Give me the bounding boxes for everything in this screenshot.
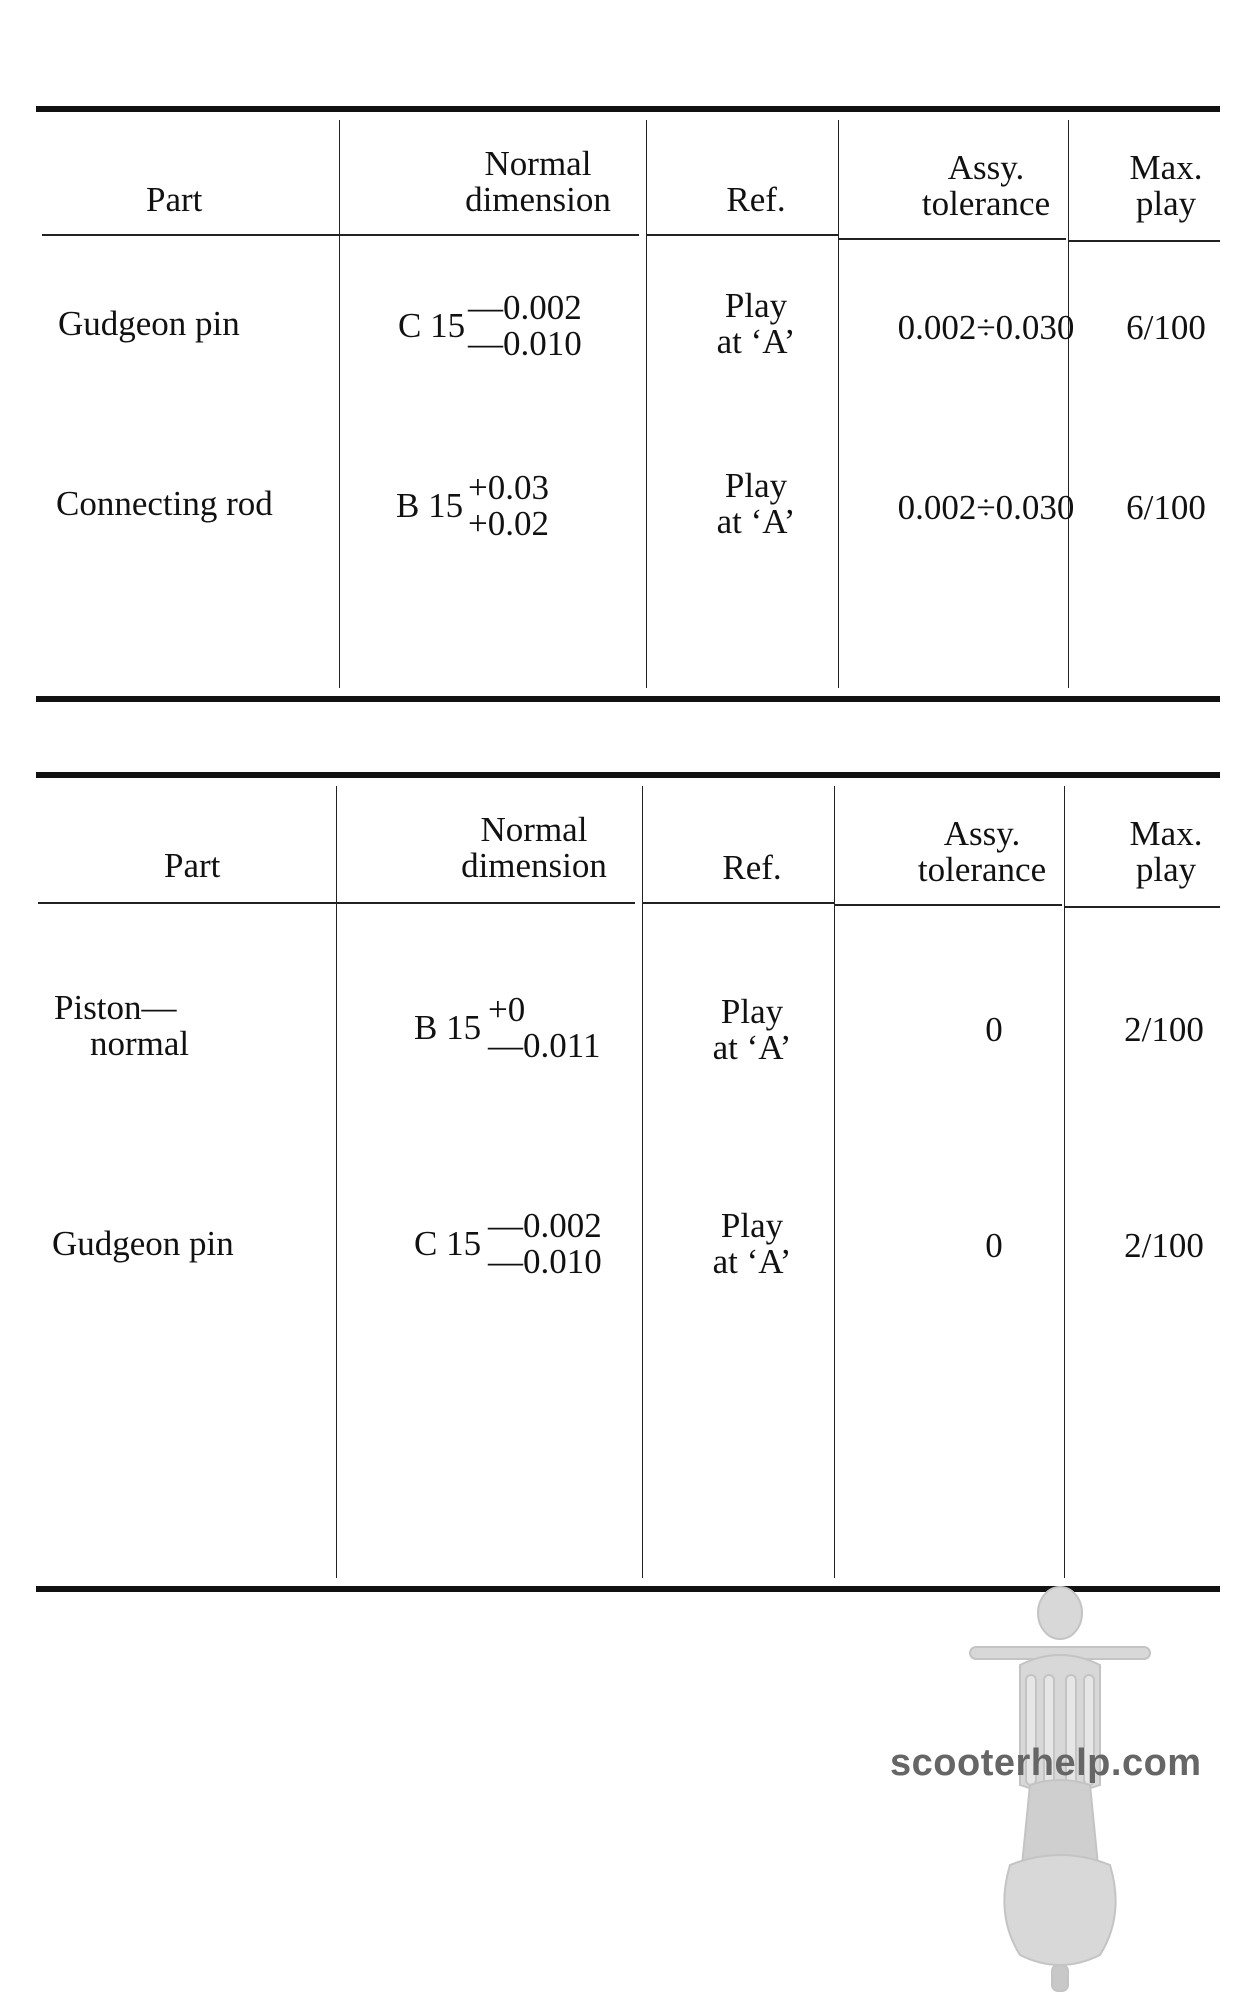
header-dimension-line2: dimension	[465, 180, 611, 219]
header-rule	[643, 902, 834, 904]
column-divider	[336, 786, 337, 1578]
header-part: Part	[146, 180, 203, 219]
row-ref-line2: at ‘A’	[716, 322, 796, 361]
row-part: Gudgeon pin	[52, 1224, 234, 1263]
header-rule	[647, 234, 838, 236]
header-tolerance-line1: Assy.	[947, 148, 1025, 187]
scooter-icon	[960, 1585, 1160, 1995]
row-max-play: 2/100	[1124, 1226, 1204, 1265]
table-top-rule	[36, 772, 1220, 778]
row-part-line2: normal	[90, 1024, 190, 1063]
dimension-upper-limit: —0.002	[488, 1206, 602, 1245]
row-tolerance: 0	[985, 1010, 1003, 1049]
header-rule	[38, 902, 635, 904]
header-rule	[42, 234, 639, 236]
row-ref-line1: Play	[724, 466, 788, 505]
dimension-upper-limit: +0	[488, 990, 526, 1029]
header-maxplay-line1: Max.	[1129, 814, 1203, 853]
header-part: Part	[164, 846, 221, 885]
row-ref-line1: Play	[720, 992, 784, 1031]
watermark-text: scooterhelp.com	[890, 1742, 1202, 1784]
row-ref-line2: at ‘A’	[716, 502, 796, 541]
column-divider	[838, 120, 839, 688]
dimension-base: C 15	[398, 306, 466, 345]
row-ref-line1: Play	[720, 1206, 784, 1245]
header-maxplay-line1: Max.	[1129, 148, 1203, 187]
row-ref-line1: Play	[724, 286, 788, 325]
column-divider	[339, 120, 340, 688]
dimension-base: B 15	[396, 486, 464, 525]
header-rule	[835, 904, 1062, 906]
dimension-base: B 15	[414, 1008, 482, 1047]
row-max-play: 2/100	[1124, 1010, 1204, 1049]
row-tolerance: 0	[985, 1226, 1003, 1265]
dimension-lower-limit: +0.02	[468, 504, 549, 543]
dimension-lower-limit: —0.010	[468, 324, 582, 363]
header-ref: Ref.	[726, 180, 786, 219]
header-rule	[1069, 240, 1220, 242]
header-rule	[1065, 906, 1220, 908]
dimension-base: C 15	[414, 1224, 482, 1263]
header-rule	[839, 238, 1066, 240]
row-ref-line2: at ‘A’	[712, 1028, 792, 1067]
header-maxplay-line2: play	[1135, 850, 1197, 889]
table-bottom-rule	[36, 696, 1220, 702]
table-top-rule	[36, 106, 1220, 112]
dimension-upper-limit: +0.03	[468, 468, 549, 507]
dimension-lower-limit: —0.010	[488, 1242, 602, 1281]
dimension-lower-limit: —0.011	[488, 1026, 601, 1065]
header-maxplay-line2: play	[1135, 184, 1197, 223]
row-max-play: 6/100	[1126, 488, 1206, 527]
tolerance-table-2	[36, 772, 1220, 1592]
row-tolerance: 0.002÷0.030	[897, 308, 1075, 347]
header-tolerance-line2: tolerance	[917, 850, 1047, 889]
header-tolerance-line1: Assy.	[943, 814, 1021, 853]
header-dimension-line1: Normal	[480, 810, 588, 849]
header-dimension-line1: Normal	[484, 144, 592, 183]
header-dimension-line2: dimension	[461, 846, 607, 885]
tolerance-table-1	[36, 106, 1220, 702]
column-divider	[642, 786, 643, 1578]
column-divider	[1064, 786, 1065, 1578]
header-tolerance-line2: tolerance	[921, 184, 1051, 223]
dimension-upper-limit: —0.002	[468, 288, 582, 327]
header-ref: Ref.	[722, 848, 782, 887]
row-part: Gudgeon pin	[58, 304, 240, 343]
row-part-line1: Piston—	[54, 988, 177, 1027]
row-ref-line2: at ‘A’	[712, 1242, 792, 1281]
row-part: Connecting rod	[56, 484, 273, 523]
row-tolerance: 0.002÷0.030	[897, 488, 1075, 527]
row-max-play: 6/100	[1126, 308, 1206, 347]
